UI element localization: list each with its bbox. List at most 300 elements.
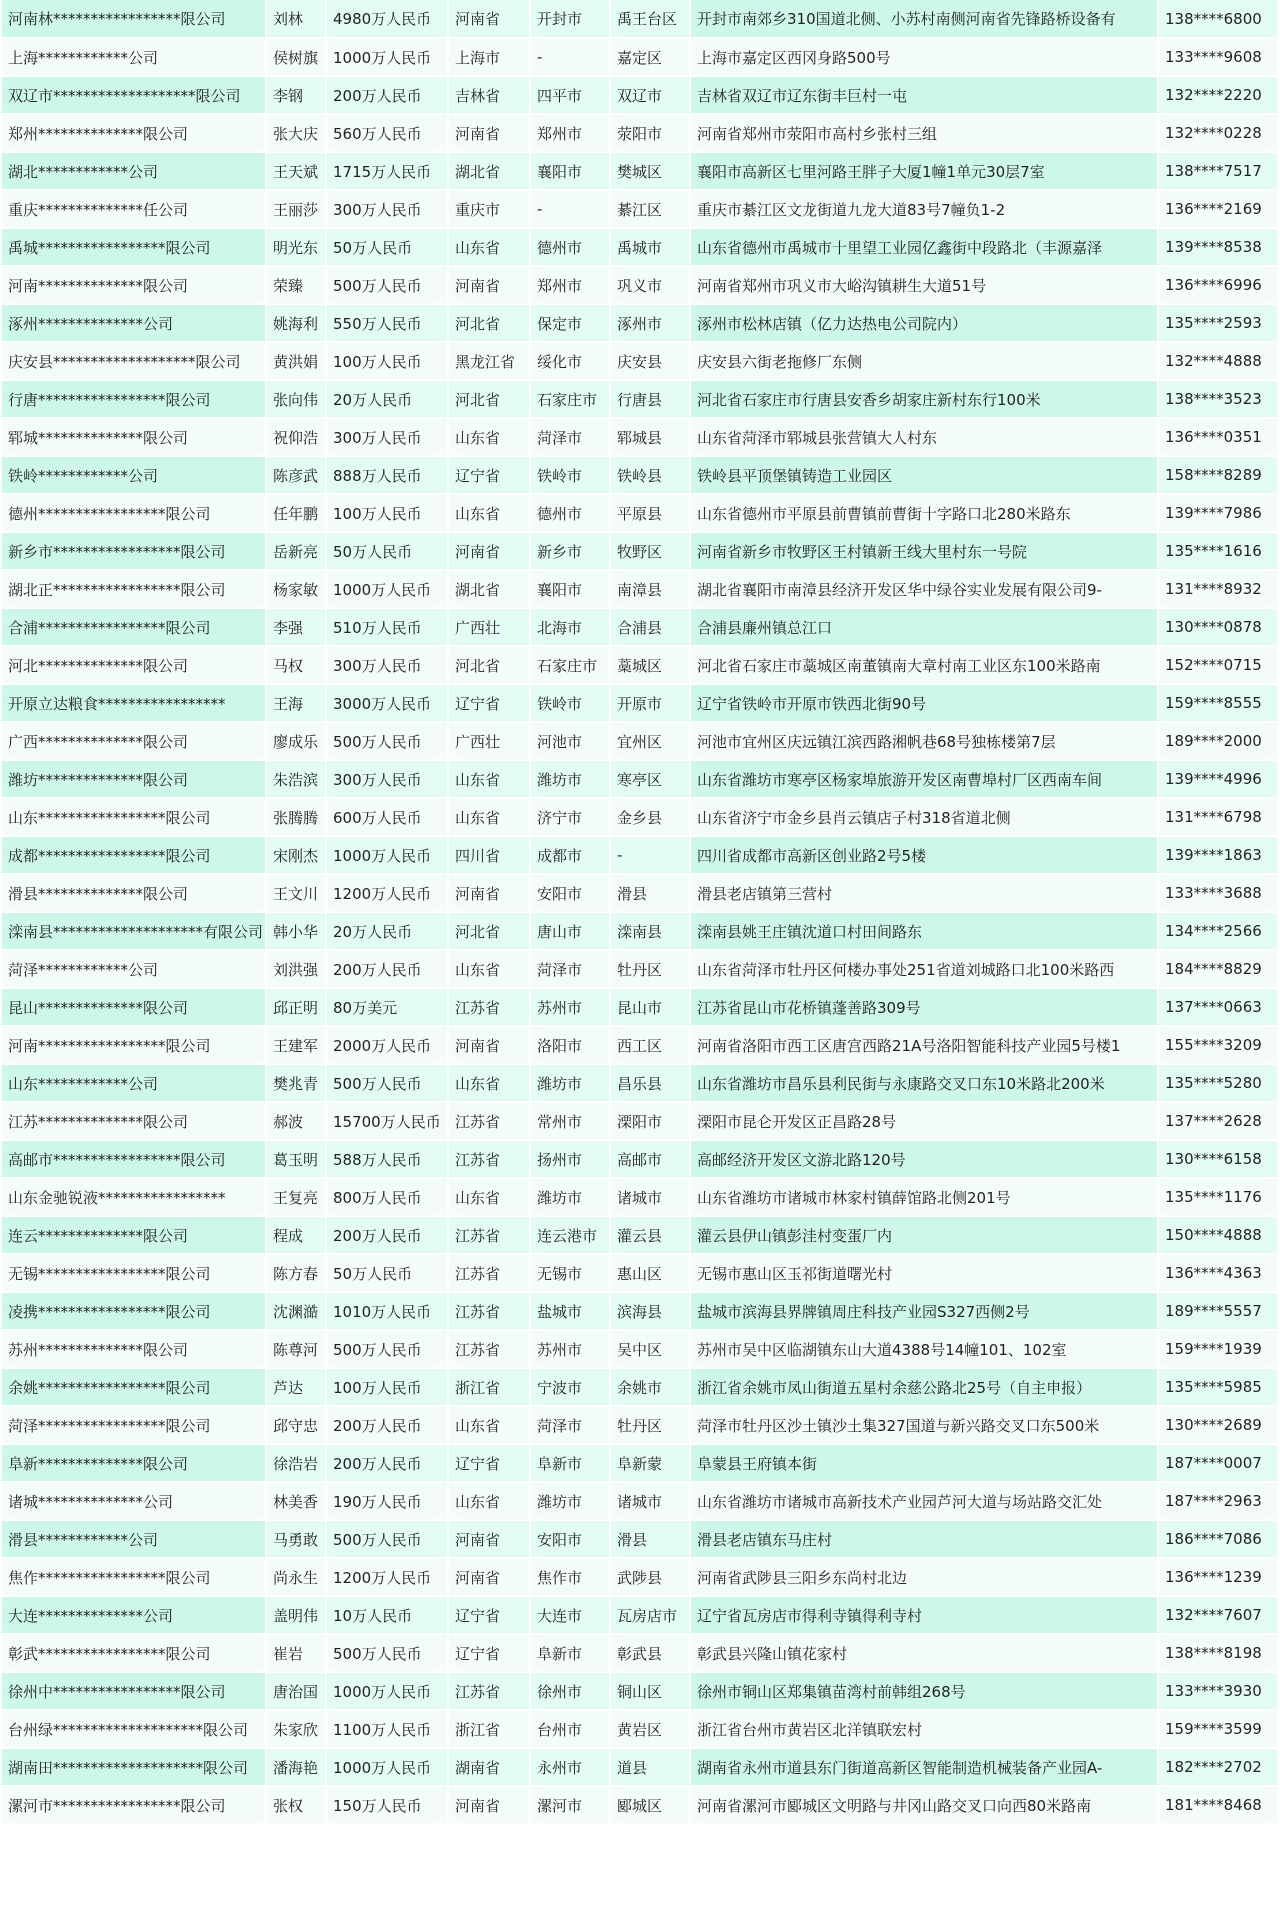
district-cell: 滦南县	[610, 912, 690, 950]
registered-capital-cell: 510万人民币	[326, 608, 448, 646]
city-cell: 济宁市	[530, 798, 610, 836]
table-row	[2, 152, 1278, 190]
company-name-cell: 漯河市*****************限公司	[2, 1786, 266, 1824]
phone-cell: 134****2566	[1158, 912, 1278, 950]
phone-cell: 133****9608	[1158, 38, 1278, 76]
registered-capital-cell: 500万人民币	[326, 1634, 448, 1672]
table-row	[2, 1634, 1278, 1672]
company-name-cell: 铁岭************公司	[2, 456, 266, 494]
legal-rep-cell: 李钢	[266, 76, 326, 114]
legal-rep-cell: 张向伟	[266, 380, 326, 418]
district-cell: 高邮市	[610, 1140, 690, 1178]
table-row	[2, 874, 1278, 912]
legal-rep-cell: 林美香	[266, 1482, 326, 1520]
table-row	[2, 950, 1278, 988]
registered-capital-cell: 100万人民币	[326, 342, 448, 380]
address-cell: 河南省新乡市牧野区王村镇新王线大里村东一号院	[690, 532, 1158, 570]
city-cell: 绥化市	[530, 342, 610, 380]
table-row	[2, 76, 1278, 114]
table-row	[2, 380, 1278, 418]
legal-rep-cell: 葛玉明	[266, 1140, 326, 1178]
city-cell: 焦作市	[530, 1558, 610, 1596]
registered-capital-cell: 10万人民币	[326, 1596, 448, 1634]
district-cell: 滑县	[610, 874, 690, 912]
address-cell: 溧阳市昆仑开发区正昌路28号	[690, 1102, 1158, 1140]
company-name-cell: 广西**************限公司	[2, 722, 266, 760]
city-cell: 菏泽市	[530, 1406, 610, 1444]
phone-cell: 159****8555	[1158, 684, 1278, 722]
phone-cell: 136****6996	[1158, 266, 1278, 304]
phone-cell: 131****8932	[1158, 570, 1278, 608]
phone-cell: 130****0878	[1158, 608, 1278, 646]
province-cell: 辽宁省	[448, 1444, 530, 1482]
province-cell: 山东省	[448, 950, 530, 988]
phone-cell: 132****7607	[1158, 1596, 1278, 1634]
company-name-cell: 高邮市*****************限公司	[2, 1140, 266, 1178]
table-row	[2, 608, 1278, 646]
legal-rep-cell: 陈彦武	[266, 456, 326, 494]
phone-cell: 136****4363	[1158, 1254, 1278, 1292]
company-name-cell: 菏泽*****************限公司	[2, 1406, 266, 1444]
phone-cell: 135****5985	[1158, 1368, 1278, 1406]
address-cell: 湖北省襄阳市南漳县经济开发区华中绿谷实业发展有限公司9-	[690, 570, 1158, 608]
district-cell: 武陟县	[610, 1558, 690, 1596]
district-cell: 行唐县	[610, 380, 690, 418]
district-cell: 平原县	[610, 494, 690, 532]
province-cell: 湖南省	[448, 1748, 530, 1786]
table-row	[2, 1710, 1278, 1748]
company-name-cell: 湖北正*****************限公司	[2, 570, 266, 608]
legal-rep-cell: 尚永生	[266, 1558, 326, 1596]
legal-rep-cell: 马权	[266, 646, 326, 684]
registered-capital-cell: 2000万人民币	[326, 1026, 448, 1064]
address-cell: 滑县老店镇东马庄村	[690, 1520, 1158, 1558]
registered-capital-cell: 1000万人民币	[326, 1672, 448, 1710]
phone-cell: 187****0007	[1158, 1444, 1278, 1482]
phone-cell: 182****2702	[1158, 1748, 1278, 1786]
company-name-cell: 郑州**************限公司	[2, 114, 266, 152]
province-cell: 河南省	[448, 1520, 530, 1558]
province-cell: 吉林省	[448, 76, 530, 114]
legal-rep-cell: 张腾腾	[266, 798, 326, 836]
table-row	[2, 1748, 1278, 1786]
table-row	[2, 646, 1278, 684]
table-row	[2, 266, 1278, 304]
district-cell: 荥阳市	[610, 114, 690, 152]
province-cell: 黑龙江省	[448, 342, 530, 380]
registered-capital-cell: 190万人民币	[326, 1482, 448, 1520]
province-cell: 江苏省	[448, 1292, 530, 1330]
table-row	[2, 1330, 1278, 1368]
company-name-cell: 焦作*****************限公司	[2, 1558, 266, 1596]
province-cell: 江苏省	[448, 1102, 530, 1140]
company-name-cell: 凌携*****************限公司	[2, 1292, 266, 1330]
table-row	[2, 1216, 1278, 1254]
address-cell: 河南省武陟县三阳乡东尚村北边	[690, 1558, 1158, 1596]
province-cell: 河南省	[448, 266, 530, 304]
table-row	[2, 1140, 1278, 1178]
registered-capital-cell: 200万人民币	[326, 1406, 448, 1444]
district-cell: 余姚市	[610, 1368, 690, 1406]
legal-rep-cell: 明光东	[266, 228, 326, 266]
address-cell: 山东省菏泽市牡丹区何楼办事处251省道刘城路口北100米路西	[690, 950, 1158, 988]
company-name-cell: 郓城**************限公司	[2, 418, 266, 456]
phone-cell: 138****6800	[1158, 0, 1278, 38]
company-name-cell: 无锡*****************限公司	[2, 1254, 266, 1292]
city-cell: 洛阳市	[530, 1026, 610, 1064]
table-row	[2, 1520, 1278, 1558]
table-row	[2, 1178, 1278, 1216]
address-cell: 襄阳市高新区七里河路王胖子大厦1幢1单元30层7室	[690, 152, 1158, 190]
registered-capital-cell: 20万人民币	[326, 912, 448, 950]
address-cell: 河池市宜州区庆远镇江滨西路湘帆巷68号独栋楼第7层	[690, 722, 1158, 760]
table-row	[2, 1596, 1278, 1634]
address-cell: 浙江省台州市黄岩区北洋镇联宏村	[690, 1710, 1158, 1748]
registered-capital-cell: 300万人民币	[326, 190, 448, 228]
address-cell: 山东省潍坊市寒亭区杨家埠旅游开发区南曹埠村厂区西南车间	[690, 760, 1158, 798]
table-row	[2, 1292, 1278, 1330]
phone-cell: 135****5280	[1158, 1064, 1278, 1102]
registered-capital-cell: 200万人民币	[326, 76, 448, 114]
registered-capital-cell: 1100万人民币	[326, 1710, 448, 1748]
province-cell: 江苏省	[448, 1330, 530, 1368]
company-name-cell: 台州绿********************限公司	[2, 1710, 266, 1748]
city-cell: 常州市	[530, 1102, 610, 1140]
company-name-cell: 山东金驰锐液*****************	[2, 1178, 266, 1216]
address-cell: 江苏省昆山市花桥镇蓬善路309号	[690, 988, 1158, 1026]
company-name-cell: 河南**************限公司	[2, 266, 266, 304]
district-cell: 禹城市	[610, 228, 690, 266]
table-row	[2, 456, 1278, 494]
phone-cell: 135****2593	[1158, 304, 1278, 342]
legal-rep-cell: 张大庆	[266, 114, 326, 152]
table-row	[2, 684, 1278, 722]
table-row	[2, 570, 1278, 608]
company-name-cell: 新乡市*****************限公司	[2, 532, 266, 570]
province-cell: 山东省	[448, 1064, 530, 1102]
company-name-cell: 德州*****************限公司	[2, 494, 266, 532]
legal-rep-cell: 黄洪娟	[266, 342, 326, 380]
company-name-cell: 彰武*****************限公司	[2, 1634, 266, 1672]
legal-rep-cell: 李强	[266, 608, 326, 646]
district-cell: 铁岭县	[610, 456, 690, 494]
phone-cell: 137****0663	[1158, 988, 1278, 1026]
city-cell: 郑州市	[530, 114, 610, 152]
province-cell: 江苏省	[448, 1254, 530, 1292]
legal-rep-cell: 王建军	[266, 1026, 326, 1064]
phone-cell: 139****8538	[1158, 228, 1278, 266]
province-cell: 湖北省	[448, 152, 530, 190]
province-cell: 山东省	[448, 1482, 530, 1520]
city-cell: 襄阳市	[530, 570, 610, 608]
table-row	[2, 1254, 1278, 1292]
district-cell: 合浦县	[610, 608, 690, 646]
province-cell: 河南省	[448, 1558, 530, 1596]
city-cell: 襄阳市	[530, 152, 610, 190]
legal-rep-cell: 王复亮	[266, 1178, 326, 1216]
registered-capital-cell: 300万人民币	[326, 418, 448, 456]
city-cell: 菏泽市	[530, 950, 610, 988]
city-cell: 安阳市	[530, 1520, 610, 1558]
province-cell: 河北省	[448, 912, 530, 950]
district-cell: 牡丹区	[610, 1406, 690, 1444]
province-cell: 辽宁省	[448, 684, 530, 722]
registered-capital-cell: 500万人民币	[326, 1330, 448, 1368]
legal-rep-cell: 朱浩滨	[266, 760, 326, 798]
legal-rep-cell: 韩小华	[266, 912, 326, 950]
phone-cell: 132****4888	[1158, 342, 1278, 380]
district-cell: 綦江区	[610, 190, 690, 228]
district-cell: 郾城区	[610, 1786, 690, 1824]
phone-cell: 130****2689	[1158, 1406, 1278, 1444]
table-row	[2, 1786, 1278, 1824]
registered-capital-cell: 800万人民币	[326, 1178, 448, 1216]
table-row	[2, 798, 1278, 836]
company-name-cell: 诸城**************公司	[2, 1482, 266, 1520]
phone-cell: 133****3930	[1158, 1672, 1278, 1710]
registered-capital-cell: 3000万人民币	[326, 684, 448, 722]
district-cell: 牡丹区	[610, 950, 690, 988]
province-cell: 重庆市	[448, 190, 530, 228]
registered-capital-cell: 1000万人民币	[326, 1748, 448, 1786]
district-cell: -	[610, 836, 690, 874]
province-cell: 辽宁省	[448, 456, 530, 494]
province-cell: 辽宁省	[448, 1634, 530, 1672]
district-cell: 诸城市	[610, 1482, 690, 1520]
district-cell: 庆安县	[610, 342, 690, 380]
phone-cell: 184****8829	[1158, 950, 1278, 988]
legal-rep-cell: 崔岩	[266, 1634, 326, 1672]
table-row	[2, 532, 1278, 570]
district-cell: 阜新蒙	[610, 1444, 690, 1482]
registered-capital-cell: 500万人民币	[326, 1520, 448, 1558]
phone-cell: 152****0715	[1158, 646, 1278, 684]
city-cell: 宁波市	[530, 1368, 610, 1406]
address-cell: 河南省漯河市郾城区文明路与井冈山路交叉口向西80米路南	[690, 1786, 1158, 1824]
registered-capital-cell: 550万人民币	[326, 304, 448, 342]
district-cell: 滑县	[610, 1520, 690, 1558]
address-cell: 庆安县六街老拖修厂东侧	[690, 342, 1158, 380]
registered-capital-cell: 588万人民币	[326, 1140, 448, 1178]
district-cell: 南漳县	[610, 570, 690, 608]
phone-cell: 135****1616	[1158, 532, 1278, 570]
legal-rep-cell: 马勇敢	[266, 1520, 326, 1558]
province-cell: 辽宁省	[448, 1596, 530, 1634]
legal-rep-cell: 邱守忠	[266, 1406, 326, 1444]
phone-cell: 136****0351	[1158, 418, 1278, 456]
phone-cell: 136****1239	[1158, 1558, 1278, 1596]
address-cell: 山东省济宁市金乡县肖云镇店子村318省道北侧	[690, 798, 1158, 836]
registered-capital-cell: 80万美元	[326, 988, 448, 1026]
address-cell: 山东省德州市平原县前曹镇前曹街十字路口北280米路东	[690, 494, 1158, 532]
registered-capital-cell: 1000万人民币	[326, 836, 448, 874]
legal-rep-cell: 宋刚杰	[266, 836, 326, 874]
legal-rep-cell: 荣臻	[266, 266, 326, 304]
province-cell: 河南省	[448, 1026, 530, 1064]
district-cell: 铜山区	[610, 1672, 690, 1710]
registered-capital-cell: 1715万人民币	[326, 152, 448, 190]
district-cell: 宜州区	[610, 722, 690, 760]
address-cell: 重庆市綦江区文龙街道九龙大道83号7幢负1-2	[690, 190, 1158, 228]
city-cell: 铁岭市	[530, 684, 610, 722]
company-name-cell: 河北**************限公司	[2, 646, 266, 684]
legal-rep-cell: 张权	[266, 1786, 326, 1824]
phone-cell: 158****8289	[1158, 456, 1278, 494]
address-cell: 苏州市吴中区临湖镇东山大道4388号14幢101、102室	[690, 1330, 1158, 1368]
company-name-cell: 徐州中*****************限公司	[2, 1672, 266, 1710]
company-name-cell: 连云**************限公司	[2, 1216, 266, 1254]
province-cell: 河南省	[448, 874, 530, 912]
district-cell: 禹王台区	[610, 0, 690, 38]
company-table	[2, 0, 1279, 1825]
city-cell: 苏州市	[530, 1330, 610, 1368]
address-cell: 灌云县伊山镇彭洼村变蛋厂内	[690, 1216, 1158, 1254]
city-cell: 石家庄市	[530, 646, 610, 684]
legal-rep-cell: 程成	[266, 1216, 326, 1254]
city-cell: 无锡市	[530, 1254, 610, 1292]
company-name-cell: 大连**************公司	[2, 1596, 266, 1634]
legal-rep-cell: 岳新亮	[266, 532, 326, 570]
table-row	[2, 190, 1278, 228]
address-cell: 高邮经济开发区文游北路120号	[690, 1140, 1158, 1178]
city-cell: 开封市	[530, 0, 610, 38]
company-name-cell: 滑县**************限公司	[2, 874, 266, 912]
address-cell: 山东省德州市禹城市十里望工业园亿鑫街中段路北（丰源嘉泽	[690, 228, 1158, 266]
city-cell: 潍坊市	[530, 760, 610, 798]
phone-cell: 138****3523	[1158, 380, 1278, 418]
address-cell: 四川省成都市高新区创业路2号5楼	[690, 836, 1158, 874]
address-cell: 盐城市滨海县界牌镇周庄科技产业园S327西侧2号	[690, 1292, 1158, 1330]
city-cell: 盐城市	[530, 1292, 610, 1330]
company-name-cell: 湖南田********************限公司	[2, 1748, 266, 1786]
legal-rep-cell: 陈尊河	[266, 1330, 326, 1368]
legal-rep-cell: 王天斌	[266, 152, 326, 190]
company-table-body	[2, 0, 1278, 1824]
legal-rep-cell: 朱家欣	[266, 1710, 326, 1748]
company-name-cell: 上海************公司	[2, 38, 266, 76]
table-row	[2, 1368, 1278, 1406]
city-cell: 石家庄市	[530, 380, 610, 418]
table-row	[2, 418, 1278, 456]
company-name-cell: 禹城*****************限公司	[2, 228, 266, 266]
table-row	[2, 1026, 1278, 1064]
city-cell: 安阳市	[530, 874, 610, 912]
address-cell: 无锡市惠山区玉祁街道曙光村	[690, 1254, 1158, 1292]
province-cell: 江苏省	[448, 1216, 530, 1254]
city-cell: 阜新市	[530, 1634, 610, 1672]
city-cell: 潍坊市	[530, 1178, 610, 1216]
city-cell: 阜新市	[530, 1444, 610, 1482]
district-cell: 巩义市	[610, 266, 690, 304]
city-cell: 四平市	[530, 76, 610, 114]
city-cell: 德州市	[530, 228, 610, 266]
registered-capital-cell: 1200万人民币	[326, 874, 448, 912]
district-cell: 金乡县	[610, 798, 690, 836]
district-cell: 黄岩区	[610, 1710, 690, 1748]
legal-rep-cell: 王海	[266, 684, 326, 722]
table-row	[2, 1102, 1278, 1140]
table-row	[2, 836, 1278, 874]
city-cell: 漯河市	[530, 1786, 610, 1824]
company-name-cell: 行唐*****************限公司	[2, 380, 266, 418]
city-cell: 苏州市	[530, 988, 610, 1026]
district-cell: 涿州市	[610, 304, 690, 342]
district-cell: 昌乐县	[610, 1064, 690, 1102]
legal-rep-cell: 刘洪强	[266, 950, 326, 988]
province-cell: 江苏省	[448, 988, 530, 1026]
district-cell: 郓城县	[610, 418, 690, 456]
province-cell: 山东省	[448, 494, 530, 532]
district-cell: 寒亭区	[610, 760, 690, 798]
legal-rep-cell: 刘林	[266, 0, 326, 38]
province-cell: 四川省	[448, 836, 530, 874]
registered-capital-cell: 50万人民币	[326, 228, 448, 266]
phone-cell: 159****1939	[1158, 1330, 1278, 1368]
city-cell: 河池市	[530, 722, 610, 760]
registered-capital-cell: 600万人民币	[326, 798, 448, 836]
address-cell: 滑县老店镇第三营村	[690, 874, 1158, 912]
address-cell: 山东省潍坊市诸城市高新技术产业园芦河大道与场站路交汇处	[690, 1482, 1158, 1520]
table-row	[2, 1444, 1278, 1482]
phone-cell: 137****2628	[1158, 1102, 1278, 1140]
legal-rep-cell: 樊兆青	[266, 1064, 326, 1102]
registered-capital-cell: 1010万人民币	[326, 1292, 448, 1330]
address-cell: 彰武县兴隆山镇花家村	[690, 1634, 1158, 1672]
legal-rep-cell: 姚海利	[266, 304, 326, 342]
province-cell: 山东省	[448, 1406, 530, 1444]
company-name-cell: 庆安县*******************限公司	[2, 342, 266, 380]
company-name-cell: 成都*****************限公司	[2, 836, 266, 874]
registered-capital-cell: 50万人民币	[326, 532, 448, 570]
registered-capital-cell: 150万人民币	[326, 1786, 448, 1824]
district-cell: 滨海县	[610, 1292, 690, 1330]
province-cell: 江苏省	[448, 1672, 530, 1710]
province-cell: 河南省	[448, 532, 530, 570]
table-row	[2, 760, 1278, 798]
company-name-cell: 菏泽************公司	[2, 950, 266, 988]
phone-cell: 187****2963	[1158, 1482, 1278, 1520]
city-cell: 铁岭市	[530, 456, 610, 494]
address-cell: 铁岭县平顶堡镇铸造工业园区	[690, 456, 1158, 494]
phone-cell: 189****2000	[1158, 722, 1278, 760]
registered-capital-cell: 888万人民币	[326, 456, 448, 494]
company-name-cell: 江苏**************限公司	[2, 1102, 266, 1140]
phone-cell: 130****6158	[1158, 1140, 1278, 1178]
company-name-cell: 双辽市*******************限公司	[2, 76, 266, 114]
registered-capital-cell: 500万人民币	[326, 266, 448, 304]
registered-capital-cell: 560万人民币	[326, 114, 448, 152]
legal-rep-cell: 徐浩岩	[266, 1444, 326, 1482]
province-cell: 河北省	[448, 304, 530, 342]
district-cell: 吴中区	[610, 1330, 690, 1368]
company-name-cell: 苏州**************限公司	[2, 1330, 266, 1368]
company-name-cell: 湖北************公司	[2, 152, 266, 190]
company-name-cell: 涿州**************公司	[2, 304, 266, 342]
table-row	[2, 1406, 1278, 1444]
province-cell: 山东省	[448, 760, 530, 798]
registered-capital-cell: 500万人民币	[326, 722, 448, 760]
legal-rep-cell: 陈方春	[266, 1254, 326, 1292]
city-cell: 成都市	[530, 836, 610, 874]
phone-cell: 133****3688	[1158, 874, 1278, 912]
registered-capital-cell: 500万人民币	[326, 1064, 448, 1102]
legal-rep-cell: 王文川	[266, 874, 326, 912]
table-row	[2, 114, 1278, 152]
table-row	[2, 912, 1278, 950]
province-cell: 河南省	[448, 1786, 530, 1824]
address-cell: 河南省洛阳市西工区唐宫西路21A号洛阳智能科技产业园5号楼1	[690, 1026, 1158, 1064]
registered-capital-cell: 100万人民币	[326, 1368, 448, 1406]
